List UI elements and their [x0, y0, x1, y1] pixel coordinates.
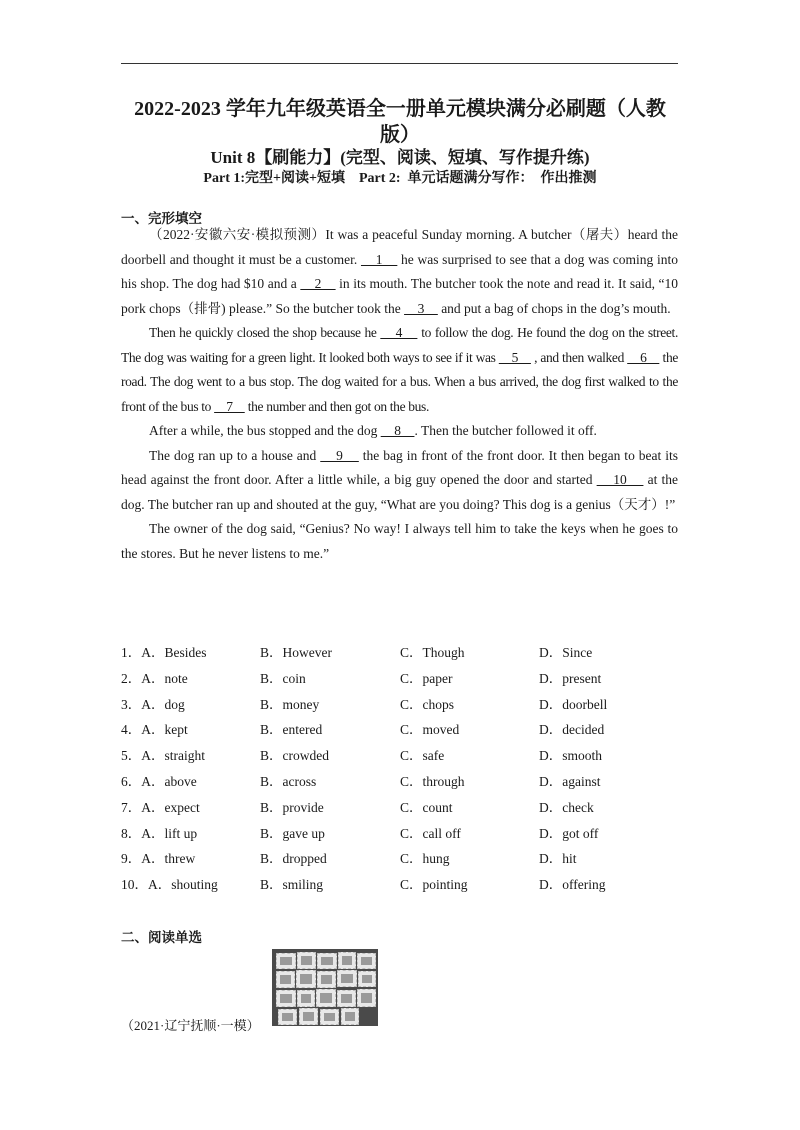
- option-choice: B．across: [260, 773, 317, 789]
- passage-text: After a while, the bus stopped and the dog: [149, 423, 381, 438]
- stamp-graphic: [320, 1009, 339, 1025]
- section-heading-cloze: 一、完形填空: [121, 211, 202, 226]
- option-row: [121, 667, 678, 693]
- passage-paragraph: [121, 517, 678, 566]
- stamp-graphic: [337, 970, 357, 987]
- option-choice: 3．A．dog: [121, 696, 185, 712]
- stamp-graphic: [297, 990, 315, 1007]
- option-choice: D．doorbell: [539, 696, 608, 712]
- passage-text: The dog ran up to a house and: [149, 447, 321, 463]
- stamp-graphic: [316, 989, 336, 1007]
- passage-text: （2022·安徽六安·模拟预测）It was a peaceful Sunday morning. A butcher（屠夫）heard the doorbell and thought it must be a customer.: [121, 227, 678, 267]
- stamp-graphic: [338, 952, 356, 969]
- option-row: [121, 693, 678, 719]
- passage-text: and put a bag of chops in the dog’s mouth.: [437, 300, 671, 316]
- option-choice: D．decided: [539, 722, 605, 738]
- stamp-graphic: [296, 970, 316, 988]
- passage-text: to follow the dog. He found the dog on the street. The dog was waiting for a green light. It looked both ways to see if it was: [121, 325, 678, 365]
- stamp-graphic: [317, 953, 337, 969]
- stamp-graphic: [357, 989, 376, 1007]
- blank-number: 8: [380, 423, 415, 438]
- option-choice: 5．A．straight: [121, 748, 205, 764]
- option-choice: D．present: [539, 670, 602, 686]
- section-heading-reading: 二、阅读单选: [121, 930, 202, 945]
- passage-paragraph: [121, 419, 678, 444]
- passage-text: the road. The dog went to a bus stop. The dog waited for a bus. When a bus arrived, the dog first walked to the front of the bus to: [121, 349, 678, 414]
- option-choice: D．against: [539, 773, 601, 789]
- blank-number: 1: [360, 251, 398, 267]
- option-choice: C．through: [400, 773, 465, 789]
- stamp-graphic: [278, 1009, 297, 1025]
- passage-text: the bag in front of the front door. It then began to beat its head against the front door. After a little while, a big guy opened the door and started: [121, 447, 679, 487]
- option-row: [121, 718, 678, 744]
- stamp-graphic: [357, 953, 376, 969]
- option-choice: D．smooth: [539, 748, 603, 764]
- stamp-graphic: [276, 990, 296, 1007]
- passage-text: . Then the butcher followed it off.: [414, 423, 597, 438]
- unit-title: Unit 8【刷能力】(完型、阅读、短填、写作提升练): [210, 148, 590, 167]
- blank-number: 10: [596, 472, 644, 487]
- passage-text: The owner of the dog said, “Genius? No way! I always tell him to take the keys when he goes to the stores. But he never listens to me.”: [121, 521, 678, 561]
- blank-number: 7: [214, 398, 245, 414]
- cloze-passage: [121, 223, 678, 566]
- blank-number: 2: [300, 276, 336, 291]
- stamp-graphic: [276, 953, 296, 969]
- document-title: 2022-2023 学年九年级英语全一册单元模块满分必刷题（人教 版）: [134, 98, 666, 146]
- stamp-graphic: [299, 1008, 318, 1025]
- passage-paragraph: [121, 321, 678, 419]
- option-row: [121, 822, 678, 848]
- option-choice: 1．A．Besides: [121, 645, 207, 660]
- option-choice: C．chops: [400, 696, 454, 712]
- passage-paragraph: [121, 223, 678, 321]
- option-choice: C．safe: [400, 748, 445, 764]
- option-choice: 2．A．note: [121, 670, 188, 686]
- part-subtitle: Part 1:完型+阅读+短填 Part 2: 单元话题满分写作： 作出推测: [203, 171, 597, 186]
- option-choice: B．dropped: [260, 851, 327, 867]
- option-choice: B．money: [260, 696, 320, 712]
- option-choice: C．count: [400, 799, 453, 815]
- stamps-photo: [272, 949, 378, 1026]
- passage-text: , and then walked: [530, 349, 628, 365]
- option-choice: B．However: [260, 645, 332, 660]
- passage-paragraph: [121, 444, 678, 518]
- option-choice: C．pointing: [400, 877, 468, 893]
- option-row: [121, 873, 678, 899]
- blank-number: 6: [627, 349, 660, 365]
- option-choice: C．moved: [400, 722, 460, 738]
- option-choice: D．check: [539, 799, 594, 815]
- option-choice: C．paper: [400, 670, 453, 686]
- blank-number: 9: [320, 447, 359, 463]
- option-row: [121, 796, 678, 822]
- option-choice: D．hit: [539, 851, 577, 867]
- option-choice: C．call off: [400, 825, 461, 841]
- option-choice: B．entered: [260, 722, 323, 738]
- stamp-graphic: [337, 990, 356, 1007]
- stamp-graphic: [297, 952, 316, 969]
- option-choice: D．offering: [539, 877, 606, 893]
- blank-number: 5: [498, 349, 531, 365]
- stamp-graphic: [358, 971, 376, 987]
- blank-number: 3: [404, 300, 438, 316]
- passage-text: at the dog. The butcher ran up and shouted at the guy, “What are you doing? This dog is a genius（天才）!”: [121, 472, 678, 512]
- option-choice: 10．A．shouting: [121, 877, 218, 893]
- option-choice: 8．A．lift up: [121, 825, 198, 841]
- option-choice: B．gave up: [260, 825, 325, 841]
- option-choice: C．hung: [400, 851, 450, 867]
- option-choice: B．coin: [260, 670, 306, 686]
- blank-number: 4: [380, 325, 418, 340]
- passage-text: Then he quickly closed the shop because he: [149, 325, 381, 340]
- option-row: [121, 770, 678, 796]
- cloze-options: [121, 641, 678, 899]
- option-choice: C．Though: [400, 645, 465, 660]
- option-choice: D．Since: [539, 645, 593, 660]
- option-choice: 7．A．expect: [121, 799, 200, 815]
- header-rule: [121, 63, 678, 64]
- option-choice: B．smiling: [260, 877, 324, 893]
- option-choice: B．provide: [260, 799, 324, 815]
- option-row: [121, 744, 678, 770]
- stamp-graphic: [317, 971, 336, 988]
- stamp-graphic: [276, 971, 295, 988]
- option-choice: 4．A．kept: [121, 722, 188, 738]
- passage-text: in its mouth. The butcher took the note and read it. It said, “10 pork chops（排骨) please.” So the butcher took the: [121, 276, 678, 316]
- reading-source: （2021·辽宁抚顺·一模）: [121, 1018, 260, 1033]
- option-choice: 9．A．threw: [121, 851, 196, 867]
- option-row: [121, 641, 678, 667]
- option-choice: 6．A．above: [121, 773, 197, 789]
- option-choice: B．crowded: [260, 748, 329, 764]
- passage-text: the number and then got on the bus.: [244, 398, 429, 414]
- stamp-graphic: [341, 1008, 359, 1025]
- option-choice: D．got off: [539, 825, 599, 841]
- option-row: [121, 847, 678, 873]
- passage-text: he was surprised to see that a dog was coming into his shop. The dog had $10 and a: [121, 251, 679, 291]
